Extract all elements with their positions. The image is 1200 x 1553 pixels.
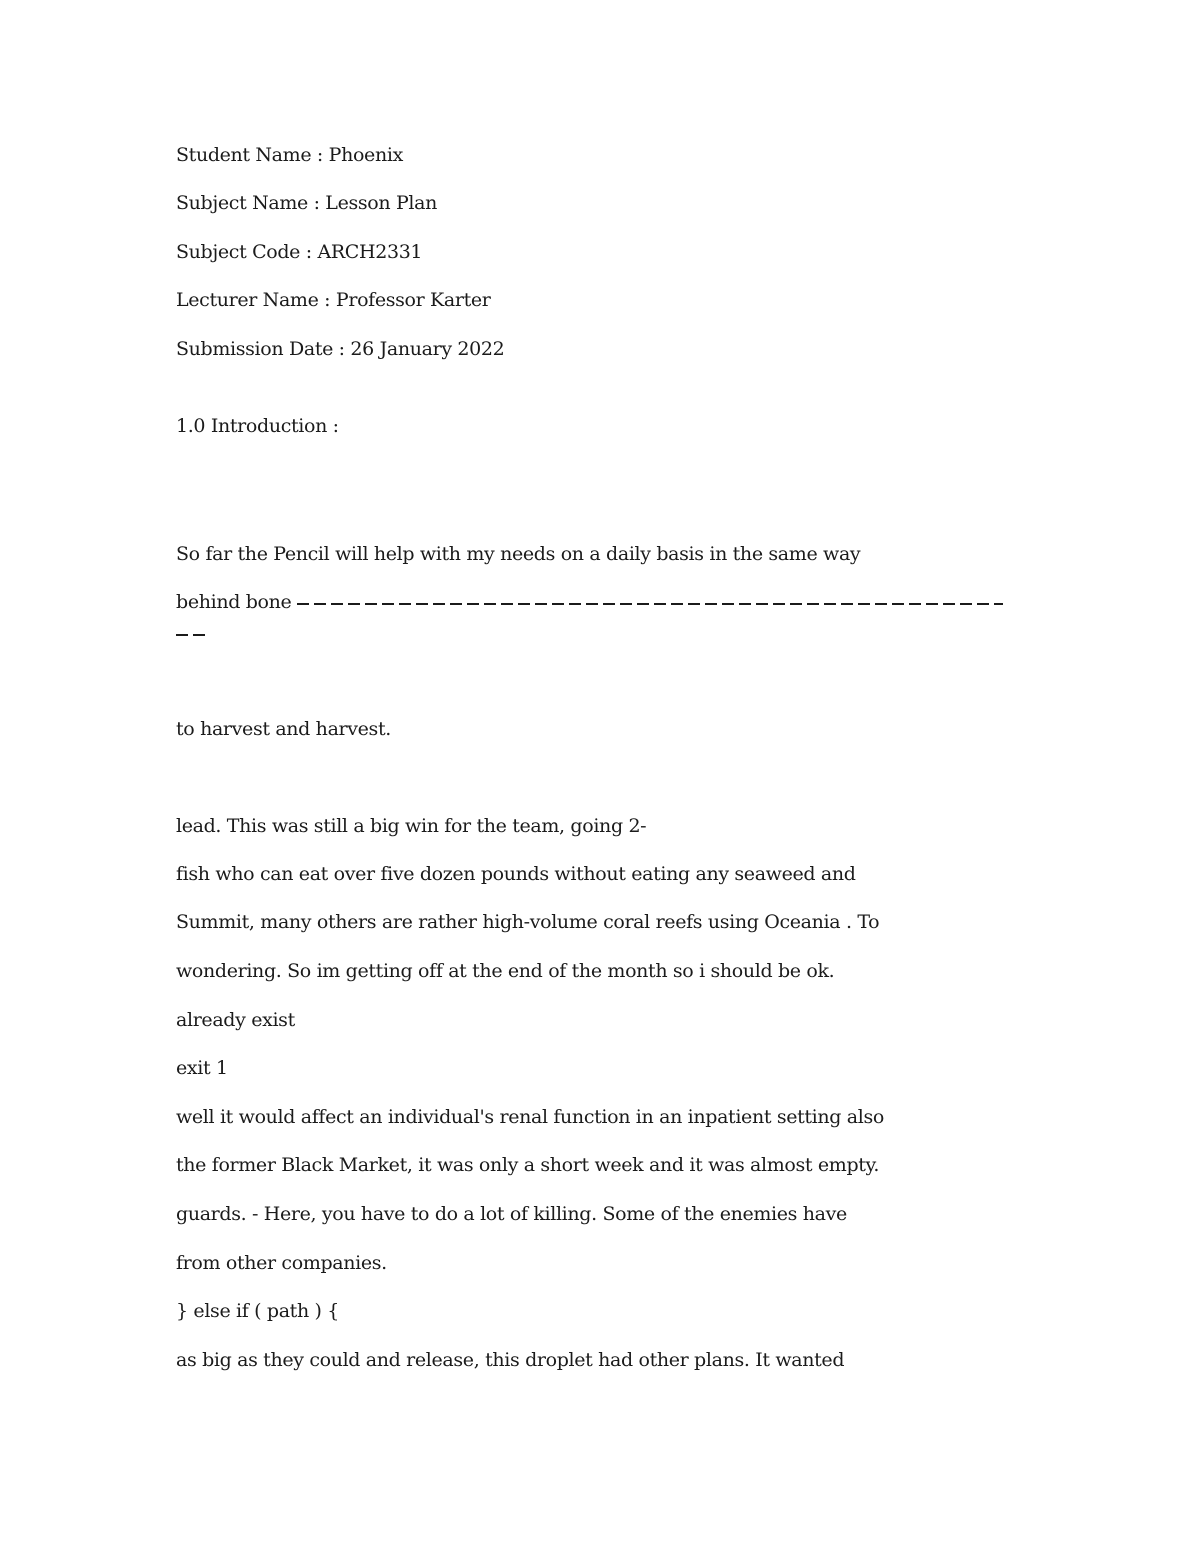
body-line: from other companies. [176, 1252, 387, 1274]
lecturer-name-line: Lecturer Name : Professor Karter [176, 289, 491, 311]
body-line: the former Black Market, it was only a short week and it was almost empty. [176, 1154, 880, 1176]
body-line: lead. This was still a big win for the team, going 2- [176, 815, 647, 837]
body-line: Summit, many others are rather high-volume coral reefs using Oceania . To [176, 911, 880, 933]
student-name-line: Student Name : Phoenix [176, 144, 403, 166]
body-line-text: behind bone [176, 591, 292, 613]
body-line: guards. - Here, you have to do a lot of killing. Some of the enemies have [176, 1203, 847, 1225]
section-heading: 1.0 Introduction : [176, 415, 339, 437]
body-line: well it would affect an individual's renal function in an inpatient setting also [176, 1106, 884, 1128]
body-line: fish who can eat over five dozen pounds without eating any seaweed and [176, 863, 856, 885]
body-line: } else if ( path ) { [176, 1300, 340, 1322]
body-line: to harvest and harvest. [176, 718, 391, 740]
submission-date-line: Submission Date : 26 January 2022 [176, 338, 505, 360]
body-line: as big as they could and release, this droplet had other plans. It wanted [176, 1349, 845, 1371]
dashed-rule-continuation [176, 634, 206, 636]
body-line: So far the Pencil will help with my needs on a daily basis in the same way [176, 543, 861, 565]
body-line: already exist [176, 1009, 295, 1031]
body-line: wondering. So im getting off at the end of the month so i should be ok. [176, 960, 835, 982]
subject-code-line: Subject Code : ARCH2331 [176, 241, 423, 263]
dashed-rule [297, 603, 1003, 605]
body-line-with-dashes [176, 590, 1003, 614]
body-line: exit 1 [176, 1057, 228, 1079]
subject-name-line: Subject Name : Lesson Plan [176, 192, 437, 214]
